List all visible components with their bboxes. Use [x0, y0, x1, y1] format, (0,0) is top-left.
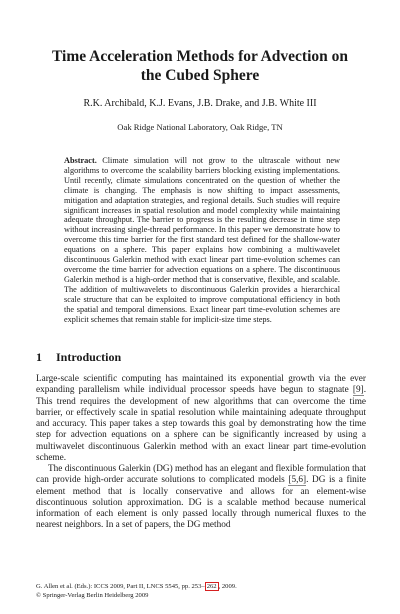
paragraph-2: [36, 464, 366, 532]
paragraph-1-text-a: Large-scale scientific computing has maintained its exponential growth via the ever expanding parallelism while individual processor speeds have begun to stagnate: [36, 374, 366, 396]
author-list: R.K. Archibald, K.J. Evans, J.B. Drake, and J.B. White III: [83, 98, 317, 109]
page-number-link[interactable]: 262: [206, 583, 217, 590]
footnote-citation: [36, 583, 366, 592]
copyright-line: © Springer-Verlag Berlin Heidelberg 2009: [36, 591, 149, 599]
citation-link[interactable]: [9]: [352, 385, 364, 396]
abstract-label: Abstract.: [64, 156, 97, 165]
body-text: [36, 374, 366, 532]
title-line-1: Time Acceleration Methods for Advection on: [51, 48, 349, 65]
footnote: [36, 583, 366, 600]
section-number: 1: [36, 350, 42, 364]
footnote-citation-text-b: , 2009.: [218, 583, 237, 590]
paragraph-2-text-b: . DG is a finite element method that is locally conservative and allows for an element-wise discontinuous solution approximation. DG is a scalable method because numerical information of each element is only passed locally through numerical fluxes to the nearest neighbors. In a set of papers, the DG method: [36, 475, 367, 531]
section-title: Introduction: [56, 350, 122, 364]
paper-title: [30, 47, 370, 85]
section-heading: [36, 350, 366, 364]
abstract: [64, 156, 340, 324]
affiliation: Oak Ridge National Laboratory, Oak Ridge, TN: [117, 122, 283, 132]
paragraph-1-text-b: . This trend requires the development of new algorithms that can overcome the time barrier, or effectively scale in spatial resolution while maintaining adequate throughput and accuracy. This paper takes a step towards this goal by demonstrating how the time step for advection equations on a sphere can be significantly increased by using a multiwavelet discontinuous Galerkin method with an exact linear part time-evolution scheme.: [36, 385, 366, 463]
title-line-2: the Cubed Sphere: [140, 67, 260, 84]
citation-link[interactable]: [5,6]: [288, 475, 307, 486]
paragraph-1: [36, 374, 366, 464]
footnote-citation-text-a: G. Allen et al. (Eds.): ICCS 2009, Part II, LNCS 5545, pp. 253–: [36, 583, 205, 590]
abstract-text: Climate simulation will not grow to the ultrascale without new algorithms to overcome the scalability barriers blocking existing implementations. Until recently, climate simulations concentrated on the question of whether the climate is changing. The emphasis is now shifting to impact assessments, mitigation and adaptation strategies, and regional details. Such studies will require significant increases in spatial resolution and model complexity while maintaining adequate throughput. The barrier to progress is the resulting decrease in time step without increasing single-thread performance. In this paper we demonstrate how to overcome this time barrier for the first standard test defined for the shallow-water equations on a sphere. This paper explains how combining a multiwavelet discontinuous Galerkin method with exact linear part time-evolution schemes can overcome the time barrier for advection equations on a sphere. The discontinuous Galerkin method is a high-order method that is conservative, flexible, and scalable. The addition of multiwavelets to discontinuous Galerkin provides a hierarchical scale structure that can be exploited to improve computational efficiency in both the spatial and temporal dimensions. Exact linear part time-evolution schemes are explicit schemes that remain stable for implicit-size time steps.: [64, 156, 341, 324]
paragraph-2-text-a: The discontinuous Galerkin (DG) method has an elegant and flexible formulation that can provide high-order accurate solutions to complicated models: [36, 464, 366, 486]
